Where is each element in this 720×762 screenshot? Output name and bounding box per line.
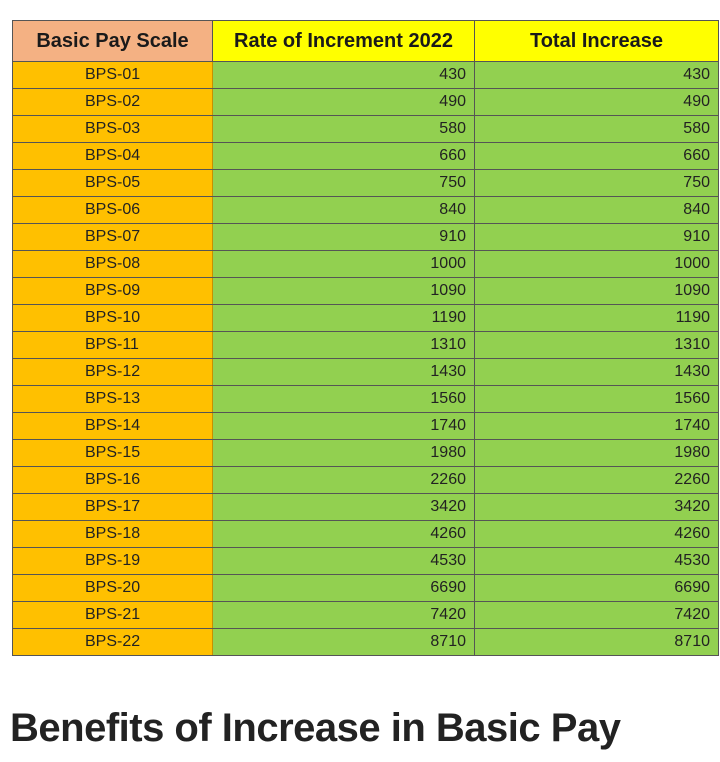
total-cell: 4530 [475,548,719,575]
scale-cell: BPS-16 [13,467,213,494]
rate-cell: 1740 [213,413,475,440]
scale-cell: BPS-09 [13,278,213,305]
scale-cell: BPS-18 [13,521,213,548]
table-header-row [13,21,719,62]
total-cell: 1000 [475,251,719,278]
table-row [13,386,719,413]
rate-cell: 910 [213,224,475,251]
total-cell: 7420 [475,602,719,629]
increment-table [12,20,719,656]
total-cell: 840 [475,197,719,224]
total-cell: 1430 [475,359,719,386]
total-cell: 1980 [475,440,719,467]
total-cell: 1190 [475,305,719,332]
rate-cell: 4260 [213,521,475,548]
table-row [13,170,719,197]
scale-cell: BPS-06 [13,197,213,224]
scale-cell: BPS-03 [13,116,213,143]
table-row [13,89,719,116]
scale-cell: BPS-07 [13,224,213,251]
scale-cell: BPS-12 [13,359,213,386]
total-cell: 430 [475,62,719,89]
table-row [13,305,719,332]
table-row [13,251,719,278]
table-row [13,467,719,494]
scale-cell: BPS-17 [13,494,213,521]
total-cell: 750 [475,170,719,197]
rate-cell: 7420 [213,602,475,629]
total-cell: 490 [475,89,719,116]
rate-cell: 580 [213,116,475,143]
table-row [13,413,719,440]
rate-cell: 1310 [213,332,475,359]
scale-cell: BPS-11 [13,332,213,359]
scale-cell: BPS-13 [13,386,213,413]
total-cell: 1560 [475,386,719,413]
rate-cell: 1980 [213,440,475,467]
scale-cell: BPS-01 [13,62,213,89]
total-cell: 1090 [475,278,719,305]
header-total-increase: Total Increase [475,21,719,62]
rate-cell: 1000 [213,251,475,278]
scale-cell: BPS-22 [13,629,213,656]
rate-cell: 1190 [213,305,475,332]
rate-cell: 660 [213,143,475,170]
scale-cell: BPS-08 [13,251,213,278]
rate-cell: 2260 [213,467,475,494]
table-body [13,62,719,656]
total-cell: 2260 [475,467,719,494]
rate-cell: 4530 [213,548,475,575]
table-row [13,629,719,656]
table-row [13,575,719,602]
total-cell: 4260 [475,521,719,548]
table-row [13,62,719,89]
scale-cell: BPS-15 [13,440,213,467]
table-row [13,548,719,575]
rate-cell: 840 [213,197,475,224]
table-row [13,116,719,143]
scale-cell: BPS-05 [13,170,213,197]
scale-cell: BPS-14 [13,413,213,440]
total-cell: 1310 [475,332,719,359]
section-heading: Benefits of Increase in Basic Pay [10,706,621,750]
total-cell: 910 [475,224,719,251]
table-row [13,602,719,629]
rate-cell: 8710 [213,629,475,656]
scale-cell: BPS-02 [13,89,213,116]
rate-cell: 430 [213,62,475,89]
total-cell: 660 [475,143,719,170]
table-row [13,278,719,305]
table-row [13,332,719,359]
rate-cell: 750 [213,170,475,197]
rate-cell: 1430 [213,359,475,386]
header-basic-pay-scale: Basic Pay Scale [13,21,213,62]
total-cell: 580 [475,116,719,143]
scale-cell: BPS-10 [13,305,213,332]
table-row [13,494,719,521]
table-row [13,197,719,224]
rate-cell: 3420 [213,494,475,521]
table-row [13,359,719,386]
header-rate-of-increment: Rate of Increment 2022 [213,21,475,62]
table-row [13,440,719,467]
table-row [13,521,719,548]
increment-table-container [12,20,719,656]
rate-cell: 490 [213,89,475,116]
scale-cell: BPS-19 [13,548,213,575]
rate-cell: 1090 [213,278,475,305]
total-cell: 1740 [475,413,719,440]
scale-cell: BPS-21 [13,602,213,629]
scale-cell: BPS-04 [13,143,213,170]
rate-cell: 1560 [213,386,475,413]
total-cell: 8710 [475,629,719,656]
table-row [13,143,719,170]
table-row [13,224,719,251]
scale-cell: BPS-20 [13,575,213,602]
total-cell: 3420 [475,494,719,521]
rate-cell: 6690 [213,575,475,602]
total-cell: 6690 [475,575,719,602]
